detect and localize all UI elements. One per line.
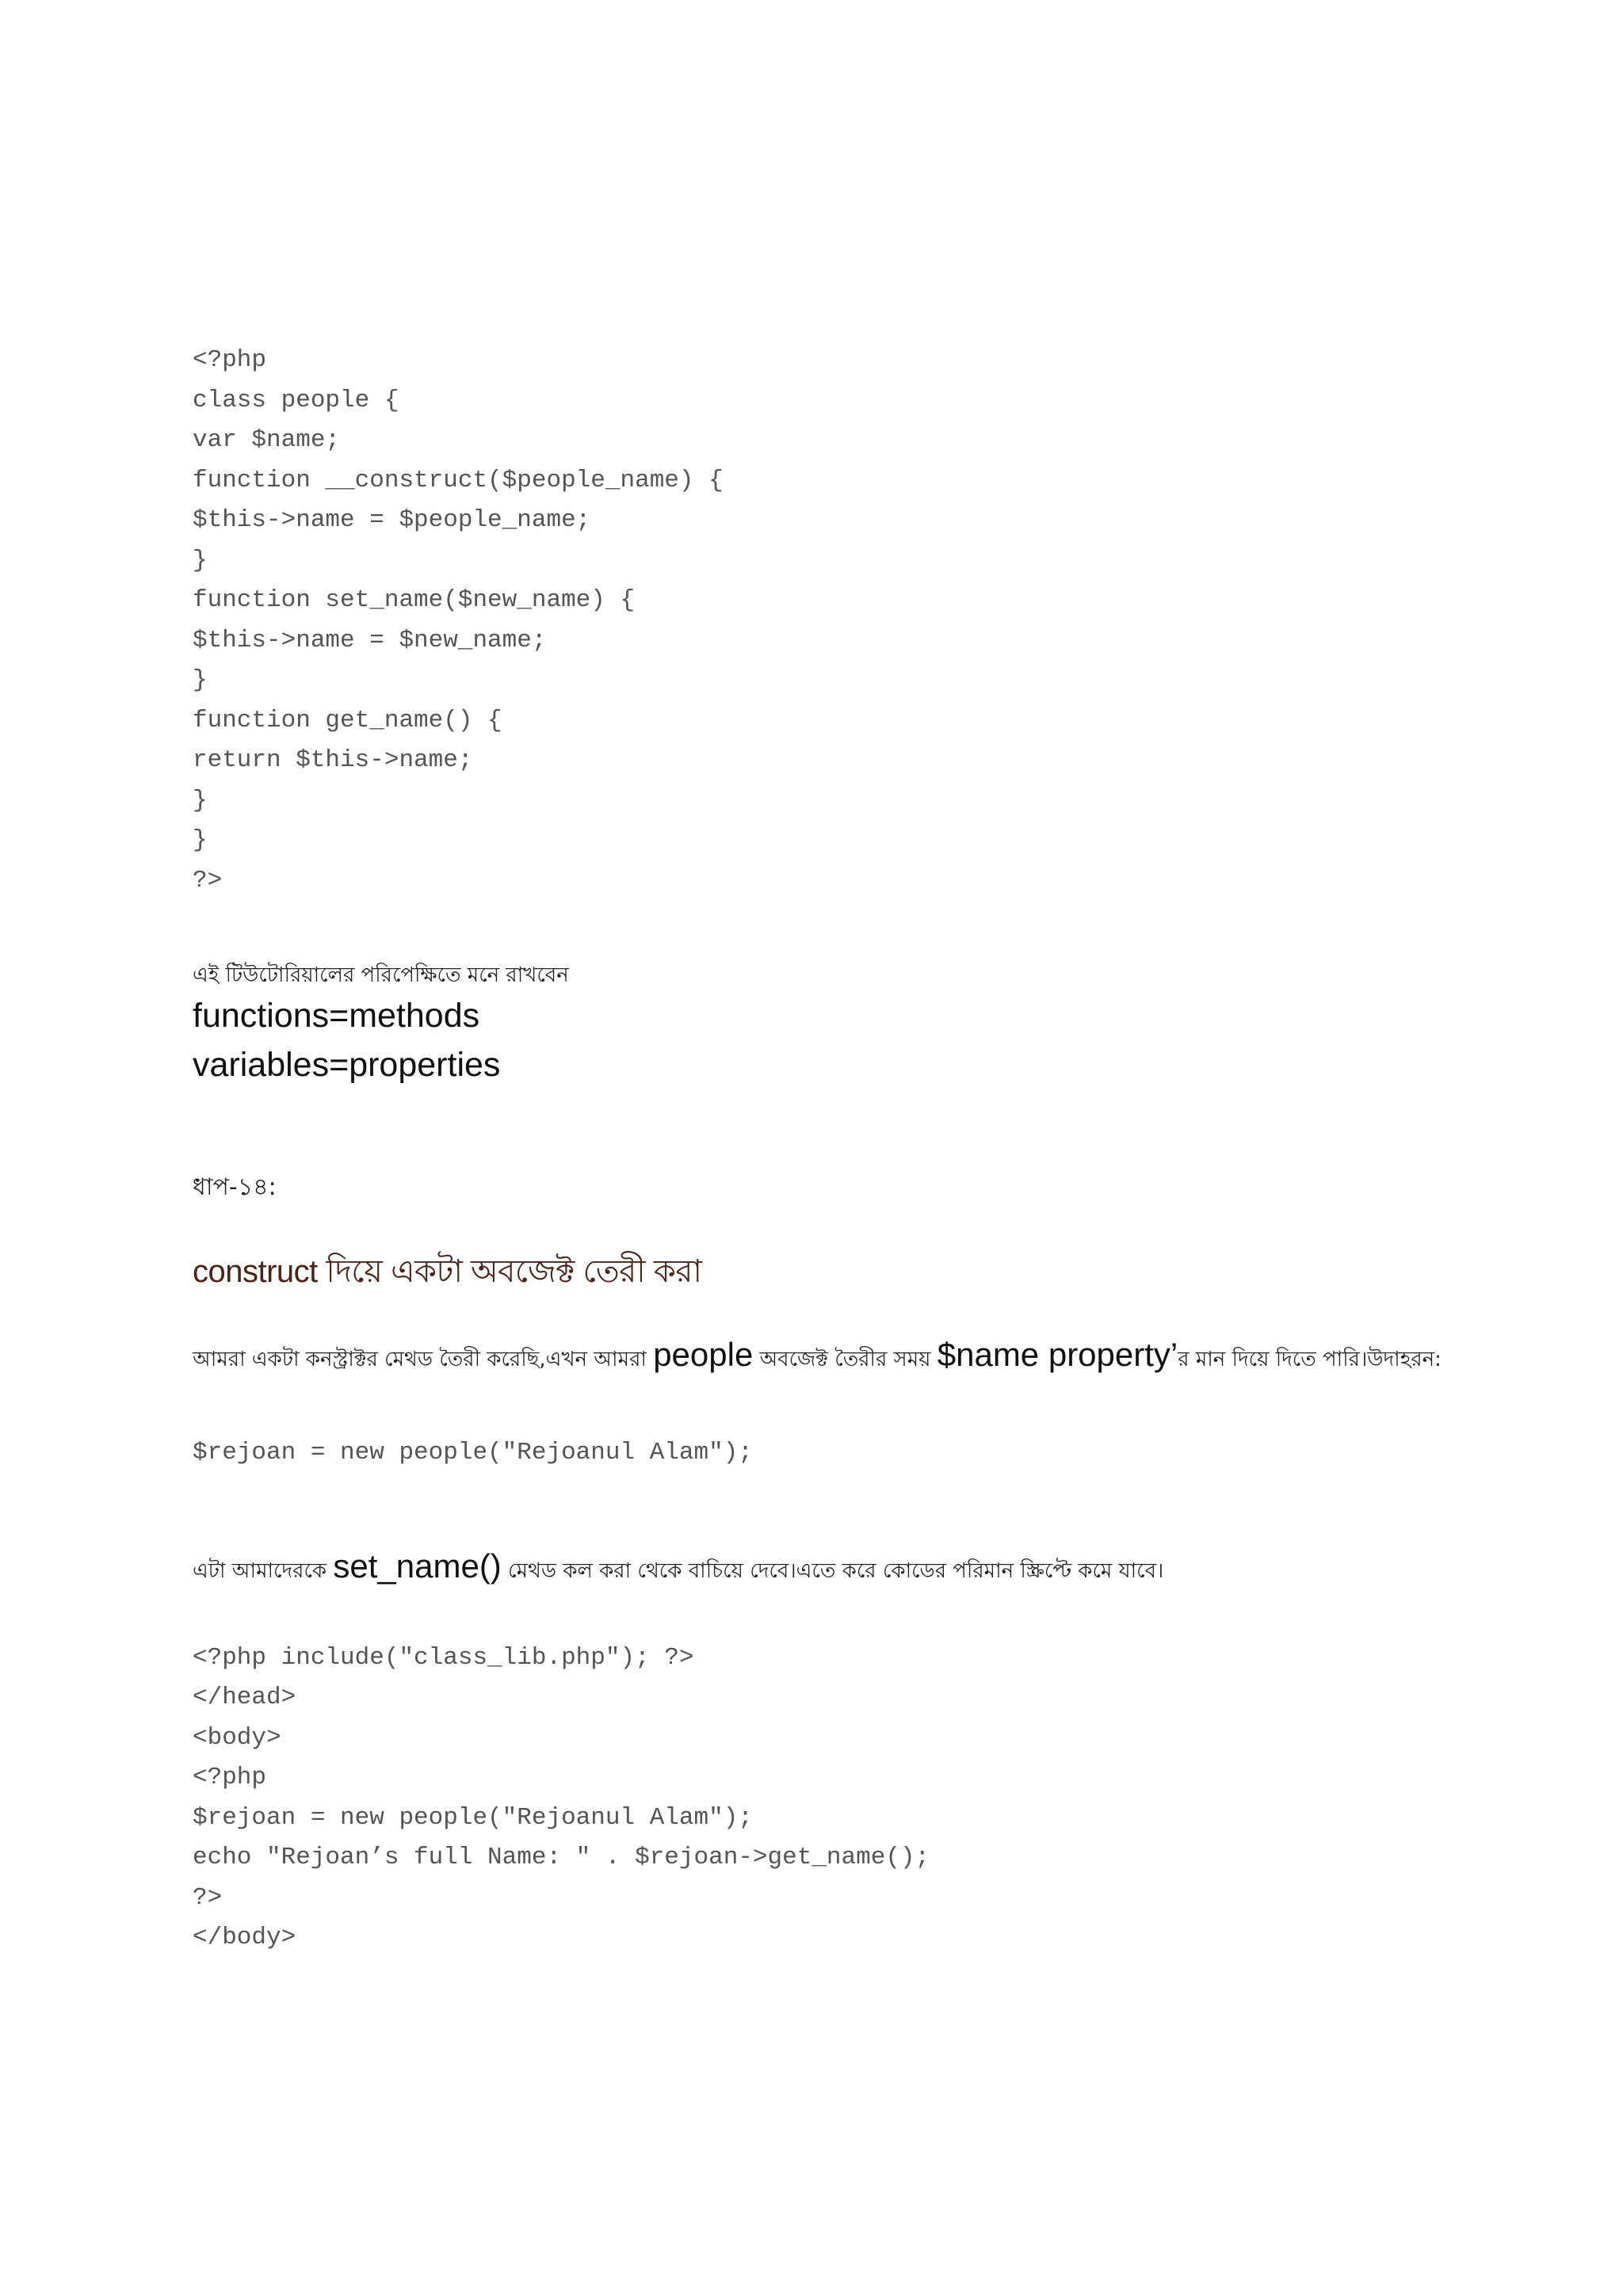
code-block-include-example (193, 1638, 1445, 1958)
code-line: ?> (193, 1883, 223, 1912)
code-line: $this->name = $new_name; (193, 626, 547, 654)
code-line: <?php (193, 346, 267, 374)
step-label: ধাপ-১৪: (193, 1173, 277, 1201)
code-line: function set_name($new_name) { (193, 586, 636, 614)
code-line: function __construct($people_name) { (193, 466, 724, 494)
code-line: } (193, 666, 208, 694)
code-line: <?php (193, 1764, 267, 1791)
code-line: echo "Rejoan’s full Name: " . $rejoan->get_name(); (193, 1844, 930, 1871)
paragraph-constructor (193, 1335, 1445, 1379)
paragraph-text: আমরা একটা কনস্ট্রাক্টর মেথড তৈরী করেছি,এখন আমরা (193, 1348, 654, 1371)
code-line: function get_name() { (193, 706, 502, 734)
code-line: } (193, 786, 208, 814)
paragraph-text: মেথড কল করা থেকে বাচিয়ে দেবে।এতে করে কোডের পরিমান স্ক্রিপ্টে কমে যাবে। (501, 1558, 1164, 1583)
code-line: <?php include("class_lib.php"); ?> (193, 1643, 694, 1672)
code-line: return $this->name; (193, 746, 473, 774)
document-content (193, 341, 1445, 1958)
inline-code-people: people (653, 1336, 754, 1373)
note-variables-properties: variables=properties (193, 1046, 501, 1084)
paragraph-set-name (193, 1547, 1445, 1591)
code-line: $this->name = $people_name; (193, 506, 591, 534)
code-line: </body> (193, 1924, 296, 1951)
code-line: var $name; (193, 426, 341, 454)
note-intro: এই টিউটোরিয়ালের পরিপেক্ষিতে মনে রাখবেন (193, 963, 569, 987)
inline-code-set-name: set_name() (333, 1547, 502, 1585)
code-line-example: $rejoan = new people("Rejoanul Alam"); (193, 1439, 753, 1466)
paragraph-text: অবজেক্ট তৈরীর সময় (753, 1348, 938, 1371)
code-line: } (193, 546, 208, 574)
code-line: } (193, 826, 208, 854)
paragraph-text: র মান দিয়ে দিতে পারি।উদাহরন: (1178, 1348, 1442, 1371)
code-line: ?> (193, 866, 223, 894)
section-heading: construct দিয়ে একটা অবজেক্ট তেরী করা (193, 1254, 702, 1289)
paragraph-text: এটা আমাদেরকে (193, 1558, 334, 1583)
note-functions-methods: functions=methods (193, 997, 480, 1035)
code-line: </head> (193, 1684, 296, 1711)
code-line: <body> (193, 1723, 281, 1752)
code-block-class-people (193, 341, 1445, 901)
code-line: class people { (193, 386, 399, 414)
inline-code-name-property: $name property’ (937, 1336, 1178, 1373)
code-line: $rejoan = new people("Rejoanul Alam"); (193, 1803, 753, 1832)
